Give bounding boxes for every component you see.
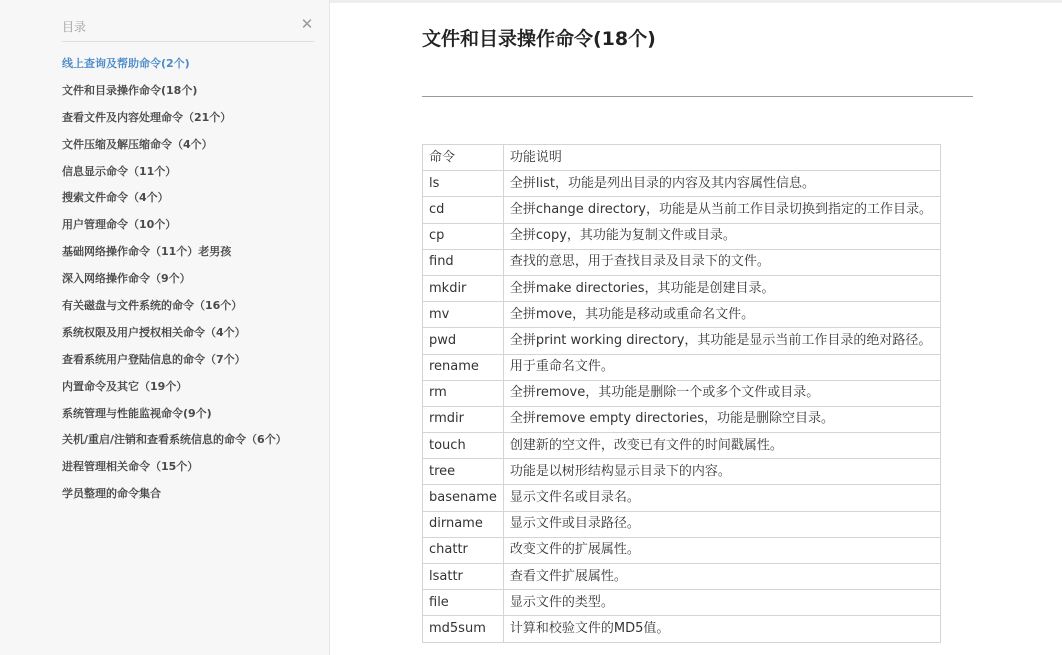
command-description-cell: 显示文件或目录路径。 [503,511,940,537]
table-row [423,433,941,459]
table-row [423,380,941,406]
toc-item[interactable]: 信息显示命令（11个） [62,164,177,178]
command-name-cell: md5sum [423,616,504,642]
command-description-cell: 全拼remove empty directories，功能是删除空目录。 [503,406,940,432]
command-name-cell: tree [423,459,504,485]
command-name-cell: mkdir [423,275,504,301]
close-icon[interactable]: ✕ [300,15,314,33]
command-description-cell: 全拼move，其功能是移动或重命名文件。 [503,302,940,328]
toc-item[interactable]: 用户管理命令（10个） [62,218,177,232]
command-name-cell: rmdir [423,406,504,432]
toc-item[interactable]: 内置命令及其它（19个） [62,379,188,393]
table-row [423,302,941,328]
toc-item[interactable]: 系统权限及用户授权相关命令（4个） [62,325,246,339]
command-description-cell: 显示文件名或目录名。 [503,485,940,511]
toc-header [62,15,314,42]
table-header-row [423,145,941,171]
commands-table [422,144,941,643]
toc-item[interactable]: 文件压缩及解压缩命令（4个） [62,137,213,151]
command-description-cell: 全拼copy，其功能为复制文件或目录。 [503,223,940,249]
command-name-cell: rename [423,354,504,380]
command-description-cell: 全拼make directories，其功能是创建目录。 [503,275,940,301]
table-row [423,406,941,432]
table-row [423,590,941,616]
top-divider [330,0,1062,3]
toc-item[interactable]: 有关磁盘与文件系统的命令（16个） [62,299,243,313]
table-row [423,564,941,590]
toc-title: 目录 [62,20,87,34]
toc-item[interactable]: 文件和目录操作命令(18个) [62,83,198,97]
table-row [423,171,941,197]
header-command: 命令 [423,145,504,171]
command-name-cell: chattr [423,537,504,563]
command-name-cell: find [423,249,504,275]
toc-item[interactable]: 线上查询及帮助命令(2个) [62,57,190,70]
command-description-cell: 全拼list，功能是列出目录的内容及其内容属性信息。 [503,171,940,197]
command-description-cell: 查看文件扩展属性。 [503,564,940,590]
command-name-cell: ls [423,171,504,197]
table-row [423,485,941,511]
command-description-cell: 改变文件的扩展属性。 [503,537,940,563]
toc-sidebar [0,0,330,655]
toc-item[interactable]: 基础网络操作命令（11个）老男孩 [62,245,232,259]
table-row [423,328,941,354]
command-description-cell: 查找的意思，用于查找目录及目录下的文件。 [503,249,940,275]
toc-list [62,54,287,511]
command-name-cell: touch [423,433,504,459]
command-name-cell: dirname [423,511,504,537]
command-description-cell: 用于重命名文件。 [503,354,940,380]
command-description-cell: 全拼remove，其功能是删除一个或多个文件或目录。 [503,380,940,406]
command-description-cell: 创建新的空文件，改变已有文件的时间戳属性。 [503,433,940,459]
toc-item[interactable]: 查看文件及内容处理命令（21个） [62,110,232,124]
title-divider [422,96,973,97]
toc-item[interactable]: 学员整理的命令集合 [62,487,161,501]
table-row [423,223,941,249]
table-row [423,354,941,380]
table-row [423,459,941,485]
command-description-cell: 功能是以树形结构显示目录下的内容。 [503,459,940,485]
toc-item[interactable]: 系统管理与性能监视命令(9个) [62,406,212,420]
toc-item[interactable]: 进程管理相关命令（15个） [62,460,199,474]
header-description: 功能说明 [503,145,940,171]
toc-item[interactable]: 深入网络操作命令（9个） [62,272,191,286]
toc-item[interactable]: 搜索文件命令（4个） [62,191,169,205]
command-description-cell: 全拼change directory，功能是从当前工作目录切换到指定的工作目录。 [503,197,940,223]
command-name-cell: mv [423,302,504,328]
command-name-cell: cd [423,197,504,223]
table-row [423,511,941,537]
command-name-cell: basename [423,485,504,511]
command-name-cell: cp [423,223,504,249]
command-name-cell: rm [423,380,504,406]
command-description-cell: 计算和校验文件的MD5值。 [503,616,940,642]
command-name-cell: pwd [423,328,504,354]
command-description-cell: 显示文件的类型。 [503,590,940,616]
command-name-cell: file [423,590,504,616]
page-title: 文件和目录操作命令(18个) [422,28,656,50]
command-description-cell: 全拼print working directory，其功能是显示当前工作目录的绝对路径。 [503,328,940,354]
table-row [423,197,941,223]
table-row [423,275,941,301]
toc-item[interactable]: 查看系统用户登陆信息的命令（7个） [62,352,246,366]
table-row [423,616,941,642]
table-row [423,537,941,563]
command-name-cell: lsattr [423,564,504,590]
table-row [423,249,941,275]
toc-item[interactable]: 关机/重启/注销和查看系统信息的命令（6个） [62,433,287,447]
